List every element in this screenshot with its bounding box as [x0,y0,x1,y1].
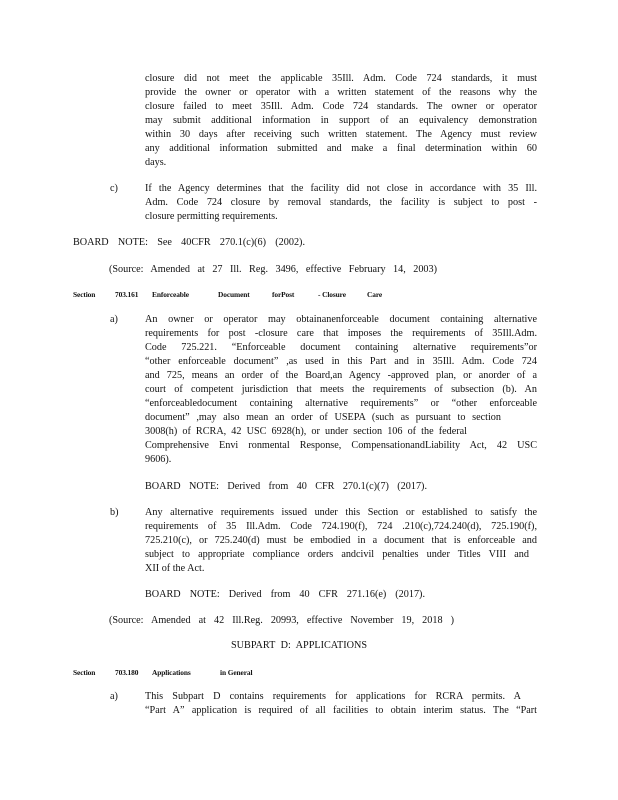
item-marker-a: a) [110,691,118,702]
item-b-text-line: XII of the Act. [145,563,205,574]
section-title-part: in General [220,668,253,677]
item-c-text-line: Adm. Code 724 closure by removal standards, the facility is subject to post - [145,197,537,208]
body-text-line: any additional information submitted and make a final determination within 60 [145,143,537,154]
item-a2-text-line: This Subpart D contains requirements for applications for RCRA permits. A [145,691,521,702]
section-label: Section [73,290,96,299]
section-number: 703.161 [115,290,139,299]
section-number: 703.180 [115,668,139,677]
body-text-line: closure failed to meet 35Ill. Adm. Code 724 standards. The owner or operator [145,101,537,112]
item-a-text-line: An owner or operator may obtainanenforceable document containing alternative [145,314,537,325]
body-text-line: may submit additional information in support of an equivalency demonstration [145,115,537,126]
source-note: (Source: Amended at 27 Ill. Reg. 3496, effective February 14, 2003) [109,264,437,275]
section-title-part: Care [367,290,383,299]
item-a-text-line: and 725, means an order of the Board,an Agency -approved plan, or anorder of a [145,370,537,381]
item-marker-b: b) [110,507,119,518]
item-b-text-line: requirements of 35 Ill.Adm. Code 724.190(f), 724 .210(c),724.240(d), 725.190(f), [145,521,537,532]
body-text-line: provide the owner or operator with a written statement of the reasons why the [145,87,537,98]
item-a-text-line: court of competent jurisdiction that meets the requirements of subsection (b). An [145,384,537,395]
board-note: BOARD NOTE: Derived from 40 CFR 270.1(c)(7) (2017). [145,481,427,492]
section-label: Section [73,668,96,677]
item-b-text-line: subject to appropriate compliance orders andcivil penalties under Titles VIII and [145,549,529,560]
item-c-text-line: If the Agency determines that the facility did not close in accordance with 35 Ill. [145,183,537,194]
item-b-text-line: 725.210(c), or 725.240(d) must be embodied in a document that is enforceable and [145,535,537,546]
item-a-text-line: document” ,may also mean an order of USEPA (such as pursuant to section [145,412,501,423]
item-marker-a: a) [110,314,118,325]
item-c-text-line: closure permitting requirements. [145,211,278,222]
item-a-text-line: “other enforceable document” ,as used in this Part and in 35Ill. Adm. Code 724 [145,356,537,367]
section-title-part: - Closure [318,290,346,299]
subpart-heading: SUBPART D: APPLICATIONS [231,640,367,651]
item-a-text-line: Comprehensive Envi ronmental Response, CompensationandLiability Act, 42 USC [145,440,537,451]
item-marker-c: c) [110,183,118,194]
body-text-line: days. [145,157,167,168]
body-text-line: closure did not meet the applicable 35Ill. Adm. Code 724 standards, it must [145,73,537,84]
source-note: (Source: Amended at 42 Ill.Reg. 20993, effective November 19, 2018 ) [109,615,454,626]
board-note: BOARD NOTE: Derived from 40 CFR 271.16(e) (2017). [145,589,425,600]
section-title-part: Enforceable [152,290,189,299]
item-a-text-line: “enforceabledocument containing alternative requirements” or “other enforceable [145,398,537,409]
section-title-part: forPost [272,290,295,299]
body-text-line: within 30 days after receiving such written statement. The Agency must review [145,129,537,140]
item-b-text-line: Any alternative requirements issued under this Section or established to satisfy the [145,507,537,518]
board-note: BOARD NOTE: See 40CFR 270.1(c)(6) (2002). [73,237,305,248]
item-a2-text-line: “Part A” application is required of all facilities to obtain interim status. The “Part [145,705,537,716]
section-title-part: Document [218,290,250,299]
item-a-text-line: 3008(h) of RCRA, 42 USC 6928(h), or under section 106 of the federal [145,426,467,437]
item-a-text-line: 9606). [145,454,172,465]
item-a-text-line: Code 725.221. “Enforceable document containing alternative requirements”or [145,342,537,353]
section-title-part: Applications [152,668,191,677]
item-a-text-line: requirements for post -closure care that imposes the requirements of 35Ill.Adm. [145,328,537,339]
